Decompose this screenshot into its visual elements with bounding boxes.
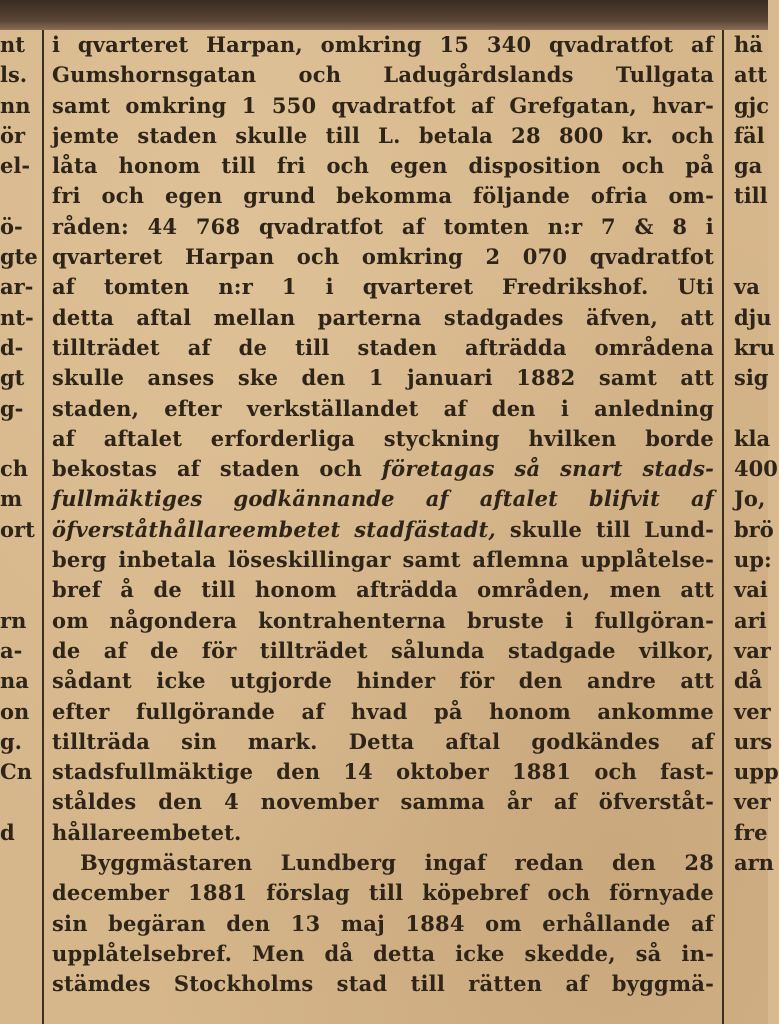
left-fragment-line [0,575,40,605]
article-text: om någondera kontrahenterna bruste i fullgöran- [52,607,714,633]
article-italic-text: öfverståthållareembetet stadfästadt, [52,516,496,542]
article-line [52,515,714,545]
right-fragment-line: då [734,668,763,694]
left-fragment-line [0,787,40,817]
left-fragment-line: nt [0,32,25,57]
article-italic-text: företagas så snart stads- [381,456,715,482]
left-fragment-line: nt- [0,304,34,330]
article-text: hållareembetet. [52,819,242,845]
article-line [52,242,714,272]
right-fragment-line [734,394,768,424]
article-line [52,545,714,575]
article-line [52,484,714,514]
article-text: skulle till Lund- [495,516,714,542]
right-fragment-line: ari [734,607,767,633]
article-text: skulle anses ske den 1 januari 1882 samt att [52,365,714,391]
right-fragment-line: upp [734,759,779,785]
right-fragment-line: sig [734,365,769,391]
article-line [52,151,714,181]
left-fragment-line: d [0,819,15,845]
article-line [52,272,714,302]
right-fragment-line [734,212,768,242]
article-line [52,424,714,454]
left-fragment-line: na [0,668,29,694]
left-fragment-line: rn [0,607,27,633]
left-column-fragment [0,30,40,848]
article-text: samt omkring 1 550 qvadratfot af Grefgatan, hvar- [52,92,714,118]
left-fragment-line: gt [0,365,25,391]
article-line [52,606,714,636]
article-line [52,818,714,848]
article-line [52,303,714,333]
article-line [52,454,714,484]
left-fragment-line: ö- [0,213,23,239]
right-fragment-line: brö [734,516,774,542]
right-fragment-line: kru [734,334,775,360]
article-line [52,848,714,878]
article-text: bekostas af staden och [52,456,363,482]
article-text: tillträdet af de till staden afträdda områdena [52,334,714,360]
left-fragment-line: d- [0,334,24,360]
left-fragment-line [0,424,40,454]
left-fragment-line: ort [0,516,35,542]
article-text: i qvarteret Harpan, omkring 15 340 qvadratfot af [52,32,714,57]
left-fragment-line: a- [0,637,23,663]
article-column [52,30,714,1000]
article-line [52,727,714,757]
article-line [52,575,714,605]
article-line [52,181,714,211]
left-fragment-line [0,181,40,211]
article-text: sin begäran den 13 maj 1884 om erhållande af [52,910,714,936]
right-fragment-line: till [734,183,768,209]
article-line [52,666,714,696]
article-line [52,363,714,393]
right-fragment-line: hä [734,32,763,57]
right-fragment-line: va [734,274,760,300]
right-fragment-line: ver [734,789,771,815]
article-line [52,697,714,727]
article-text: de af de för tillträdet sålunda stadgade vilkor, [52,637,714,663]
right-fragment-line: kla [734,425,771,451]
article-text: tillträda sin mark. Detta aftal godkändes af [52,728,714,754]
article-text: sådant icke utgjorde hinder för den andre att [52,668,714,694]
article-text: låta honom till fri och egen disposition och på [52,153,714,179]
left-fragment-line: ls. [0,62,28,88]
right-column-fragment [734,30,779,878]
left-fragment-line: ar- [0,274,34,300]
left-fragment-line: on [0,698,30,724]
article-italic-text: fullmäktiges godkännande af aftalet blifvit af [52,486,714,512]
right-fragment-line: fre [734,819,768,845]
right-fragment-line [734,242,768,272]
right-fragment-line: dju [734,304,772,330]
article-text: berg inbetala löseskillingar samt aflemna upplåtelse- [52,547,714,573]
article-text: december 1881 förslag till köpebref och förnyade [52,880,714,906]
article-line [52,30,714,60]
article-line [52,909,714,939]
left-fragment-line: ch [0,456,29,482]
article-line [52,333,714,363]
right-fragment-line: ga [734,153,763,179]
right-fragment-line: gjc [734,92,770,118]
right-fragment-line: up: [734,547,772,573]
right-fragment-line: urs [734,728,773,754]
article-text: Gumshornsgatan och Ladugårdslands Tullgata [52,62,714,88]
article-text: qvarteret Harpan och omkring 2 070 qvadratfot [52,244,714,270]
article-text: bref å de till honom afträdda områden, men att [52,577,714,603]
article-text: ståldes den 4 november samma år af öfverståt- [52,789,714,815]
left-fragment-line: gte [0,244,38,270]
left-fragment-line: g. [0,728,22,754]
right-fragment-line: var [734,637,771,663]
left-fragment-line: ör [0,122,26,148]
article-line [52,636,714,666]
scan-edge [0,0,768,30]
article-text: detta aftal mellan parterna stadgades äfven, att [52,304,714,330]
article-text: staden, efter verkställandet af den i anledning [52,395,714,421]
article-line [52,394,714,424]
left-fragment-line: el- [0,153,31,179]
column-rule-right [722,30,724,1024]
column-rule-left [42,30,44,1024]
article-line [52,969,714,999]
article-line [52,939,714,969]
left-fragment-line: m [0,486,23,512]
article-text: fri och egen grund bekomma följande ofria om- [52,183,714,209]
right-fragment-line: att [734,62,768,88]
left-fragment-line: Cn [0,759,32,785]
article-text: jemte staden skulle till L. betala 28 800 kr. och [52,122,714,148]
article-text: af tomten n:r 1 i qvarteret Fredrikshof. Uti [52,274,714,300]
right-fragment-line: 400 [734,456,778,482]
left-fragment-line: nn [0,92,31,118]
article-line [52,91,714,121]
right-fragment-line: vai [734,577,768,603]
article-line [52,121,714,151]
left-fragment-line: g- [0,395,24,421]
article-text: råden: 44 768 qvadratfot af tomten n:r 7 & 8 i [52,213,714,239]
right-fragment-line: Jo, [734,486,766,512]
article-text: stämdes Stockholms stad till rätten af byggmä- [52,971,714,997]
article-line [52,787,714,817]
article-text: Byggmästaren Lundberg ingaf redan den 28 [80,850,714,876]
right-fragment-line: ver [734,698,771,724]
left-fragment-line [0,545,40,575]
article-line [52,212,714,242]
right-fragment-line: fäl [734,122,765,148]
right-fragment-line: arn [734,850,774,876]
article-text: af aftalet erforderliga styckning hvilken borde [52,425,714,451]
article-line [52,757,714,787]
article-text: efter fullgörande af hvad på honom ankomme [52,698,714,724]
article-text: stadsfullmäktige den 14 oktober 1881 och fast- [52,759,714,785]
article-line [52,60,714,90]
article-text: upplåtelsebref. Men då detta icke skedde, så in- [52,940,714,966]
article-line [52,878,714,908]
